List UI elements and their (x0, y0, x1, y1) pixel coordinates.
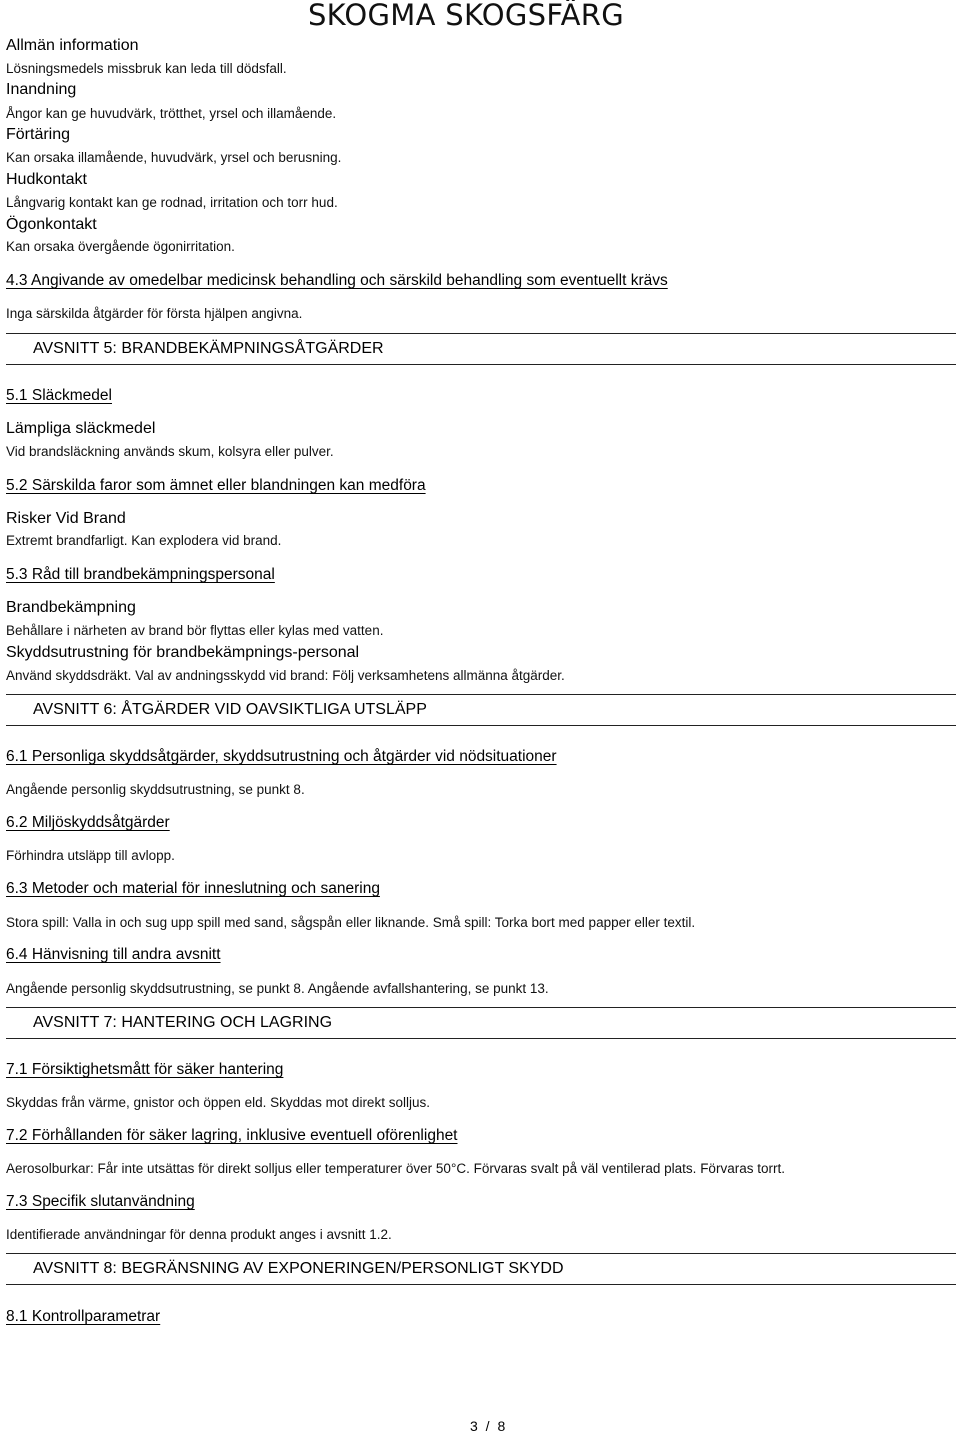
fire-risk-text: Extremt brandfarligt. Kan explodera vid brand. (6, 533, 282, 548)
section-8-band (6, 1253, 956, 1285)
subsection-6-4-heading: 6.4 Hänvisning till andra avsnitt (6, 946, 221, 963)
suitable-media-heading: Lämpliga släckmedel (6, 420, 156, 437)
subsection-7-3-heading: 7.3 Specifik slutanvändning (6, 1193, 195, 1210)
section-8-title: AVSNITT 8: BEGRÄNSNING AV EXPONERINGEN/PERSONLIGT SKYDD (33, 1260, 564, 1277)
suitable-media-text: Vid brandsläckning används skum, kolsyra eller pulver. (6, 444, 334, 459)
skin-contact-text: Långvarig kontakt kan ge rodnad, irritation och torr hud. (6, 195, 338, 210)
subsection-4-3-text: Inga särskilda åtgärder för första hjälpen angivna. (6, 306, 303, 321)
brand-header: SKOGMA SKOGSFÄRG (307, 0, 624, 32)
subsection-5-2-heading: 5.2 Särskilda faror som ämnet eller blandningen kan medföra (6, 477, 426, 494)
eye-contact-text: Kan orsaka övergående ögonirritation. (6, 239, 235, 254)
fire-risk-heading: Risker Vid Brand (6, 510, 126, 527)
subsection-5-3-heading: 5.3 Råd till brandbekämpningspersonal (6, 566, 275, 583)
subsection-6-3-heading: 6.3 Metoder och material för inneslutning och sanering (6, 880, 380, 897)
section-7-band (6, 1007, 956, 1039)
general-info-text: Lösningsmedels missbruk kan leda till dödsfall. (6, 61, 287, 76)
section-5-title: AVSNITT 5: BRANDBEKÄMPNINGSÅTGÄRDER (33, 340, 384, 357)
subsection-6-1-text: Angående personlig skyddsutrustning, se punkt 8. (6, 782, 305, 797)
subsection-4-3-heading: 4.3 Angivande av omedelbar medicinsk behandling och särskild behandling som eventuellt krävs (6, 272, 668, 289)
subsection-7-2-heading: 7.2 Förhållanden för säker lagring, inklusive eventuell oförenlighet (6, 1127, 458, 1144)
subsection-7-3-text: Identifierade användningar för denna produkt anges i avsnitt 1.2. (6, 1227, 392, 1242)
subsection-6-2-heading: 6.2 Miljöskyddsåtgärder (6, 814, 170, 831)
subsection-6-4-text: Angående personlig skyddsutrustning, se punkt 8. Angående avfallshantering, se punkt 13. (6, 981, 549, 996)
section-5-band (6, 333, 956, 365)
ingestion-text: Kan orsaka illamående, huvudvärk, yrsel och berusning. (6, 150, 342, 165)
firefighter-ppe-heading: Skyddsutrustning för brandbekämpnings-personal (6, 644, 360, 661)
subsection-8-1-heading: 8.1 Kontrollparametrar (6, 1308, 161, 1325)
subsection-7-1-heading: 7.1 Försiktighetsmått för säker hantering (6, 1061, 284, 1078)
firefighter-ppe-text: Använd skyddsdräkt. Val av andningsskydd vid brand: Följ verksamhetens allmänna åtgärder. (6, 668, 565, 683)
subsection-6-2-text: Förhindra utsläpp till avlopp. (6, 848, 175, 863)
section-7-title: AVSNITT 7: HANTERING OCH LAGRING (33, 1014, 333, 1031)
skin-contact-heading: Hudkontakt (6, 171, 87, 188)
inhalation-text: Ångor kan ge huvudvärk, trötthet, yrsel och illamående. (6, 106, 337, 121)
section-6-title: AVSNITT 6: ÅTGÄRDER VID OAVSIKTLIGA UTSLÄPP (33, 701, 427, 718)
subsection-7-1-text: Skyddas från värme, gnistor och öppen eld. Skyddas mot direkt solljus. (6, 1095, 430, 1110)
firefighting-heading: Brandbekämpning (6, 599, 136, 616)
subsection-6-3-text: Stora spill: Valla in och sug upp spill med sand, sågspån eller liknande. Små spill: Torka bort med papper eller textil. (6, 915, 696, 930)
eye-contact-heading: Ögonkontakt (6, 216, 97, 233)
general-info-heading: Allmän information (6, 37, 139, 54)
subsection-6-1-heading: 6.1 Personliga skyddsåtgärder, skyddsutrustning och åtgärder vid nödsituationer (6, 748, 557, 765)
subsection-5-1-heading: 5.1 Släckmedel (6, 387, 112, 404)
page-number: 3 / 8 (470, 1418, 506, 1434)
subsection-7-2-text: Aerosolburkar: Får inte utsättas för direkt solljus eller temperaturer över 50°C. Förvaras svalt på väl ventilerad plats. Förvaras torrt. (6, 1161, 785, 1176)
firefighting-text: Behållare i närheten av brand bör flyttas eller kylas med vatten. (6, 623, 384, 638)
section-6-band (6, 694, 956, 726)
ingestion-heading: Förtäring (6, 126, 71, 143)
inhalation-heading: Inandning (6, 81, 77, 98)
